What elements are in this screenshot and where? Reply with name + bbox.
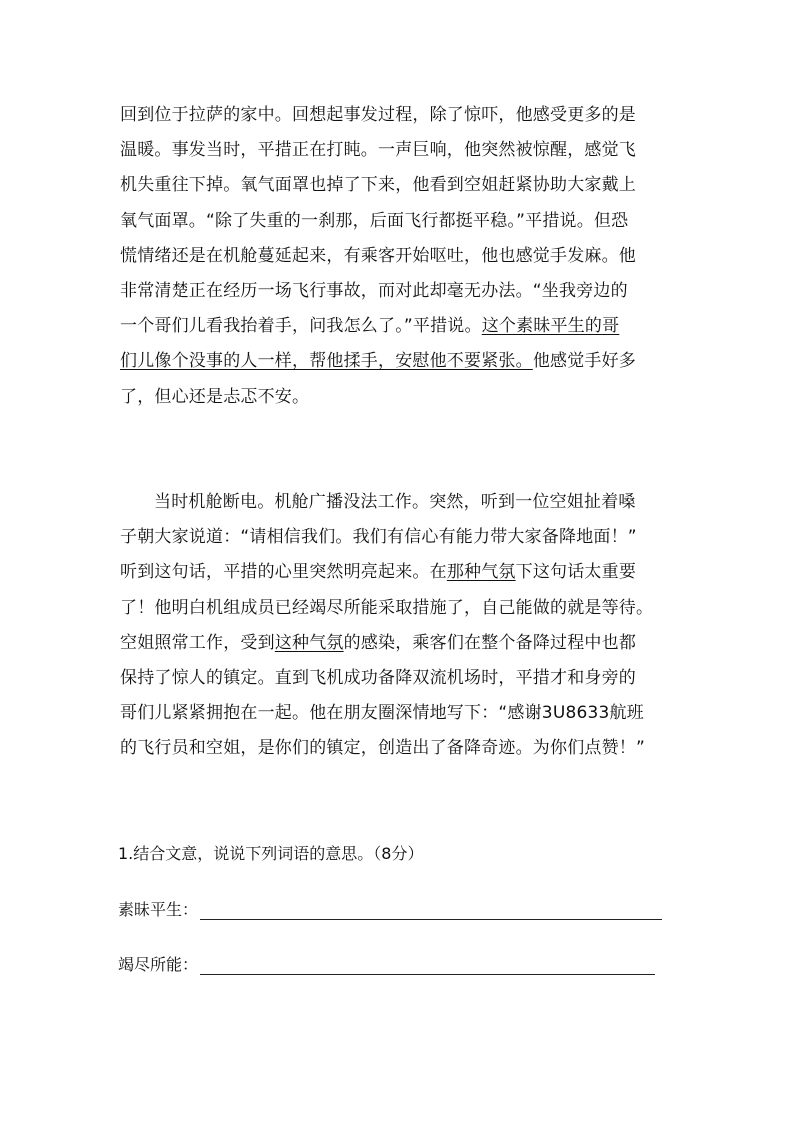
text-line bbox=[120, 168, 680, 203]
underlined-text: 那种气氛 bbox=[446, 562, 516, 583]
text-segment: 一个哥们儿看我抬着手，问我怎么了。”平措说。 bbox=[120, 316, 482, 337]
passage-paragraph-1 bbox=[120, 98, 680, 415]
text-segment: 了！他明白机组成员已经竭尽所能采取措施了，自己能做的就是等待。 bbox=[120, 597, 654, 618]
text-line bbox=[120, 591, 680, 626]
text-segment: 他感觉手好多 bbox=[532, 351, 637, 372]
text-segment: 当时机舱断电。机舱广播没法工作。突然，听到一位空姐扯着嗓 bbox=[154, 492, 636, 512]
text-line bbox=[120, 204, 680, 239]
text-segment: 氧气面罩。“除了失重的一刹那，后面飞行都挺平稳。”平措说。但恐 bbox=[120, 210, 629, 231]
text-segment: 机失重往下掉。氧气面罩也掉了下来，他看到空姐赶紧协助大家戴上 bbox=[120, 175, 636, 196]
underlined-text: 这个素昧平生的哥 bbox=[481, 316, 620, 337]
answer-row-2 bbox=[118, 952, 698, 975]
text-segment: 的感染，乘客们在整个备降过程中也都 bbox=[343, 632, 637, 653]
answer-blank[interactable] bbox=[200, 905, 662, 920]
text-line bbox=[120, 485, 680, 520]
text-segment: 慌情绪还是在机舱蔓延起来，有乘客开始呕吐，他也感觉手发麻。他 bbox=[120, 245, 636, 266]
text-line bbox=[120, 520, 680, 555]
term-label: 素昧平生： bbox=[118, 900, 199, 919]
text-line bbox=[120, 98, 680, 133]
text-line bbox=[120, 731, 680, 766]
text-segment: 非常清楚正在经历一场飞行事故，而对此却毫无办法。“坐我旁边的 bbox=[120, 281, 628, 302]
answer-blank[interactable] bbox=[200, 960, 655, 975]
text-line bbox=[120, 380, 680, 415]
text-line bbox=[120, 274, 680, 309]
text-segment: 回到位于拉萨的家中。回想起事发过程，除了惊吓，他感受更多的是 bbox=[120, 105, 636, 125]
underlined-text: 们儿像个没事的人一样，帮他揉手，安慰他不要紧张。 bbox=[120, 351, 533, 372]
text-segment: 了，但心还是忐忑不安。 bbox=[120, 386, 310, 407]
text-segment: 的飞行员和空姐，是你们的镇定，创造出了备降奇迹。为你们点赞！” bbox=[120, 738, 646, 759]
term-label: 竭尽所能： bbox=[118, 955, 199, 974]
text-segment: 空姐照常工作，受到 bbox=[120, 632, 275, 653]
text-segment: 听到这句话，平措的心里突然明亮起来。在 bbox=[120, 562, 447, 583]
text-segment: 下这句话太重要 bbox=[515, 562, 637, 583]
answer-row-1 bbox=[118, 897, 698, 920]
text-line bbox=[120, 309, 680, 344]
text-segment: 温暖。事发当时，平措正在打盹。一声巨响，他突然被惊醒，感觉飞 bbox=[120, 140, 636, 161]
text-line bbox=[120, 661, 680, 696]
passage-paragraph-2 bbox=[120, 485, 680, 767]
underlined-text: 这种气氛 bbox=[274, 632, 344, 653]
text-line bbox=[120, 626, 680, 661]
text-line bbox=[120, 555, 680, 590]
text-segment: 保持了惊人的镇定。直到飞机成功备降双流机场时，平措才和身旁的 bbox=[120, 668, 636, 689]
text-line bbox=[120, 133, 680, 168]
text-line bbox=[120, 696, 680, 731]
text-line bbox=[120, 344, 680, 379]
question-title: 1.结合文意，说说下列词语的意思。（8分） bbox=[118, 844, 424, 863]
text-line bbox=[120, 239, 680, 274]
text-segment: 子朝大家说道：“请相信我们。我们有信心有能力带大家备降地面！” bbox=[120, 527, 637, 548]
text-segment: 哥们儿紧紧拥抱在一起。他在朋友圈深情地写下：“感谢3U8633航班 bbox=[120, 703, 644, 724]
